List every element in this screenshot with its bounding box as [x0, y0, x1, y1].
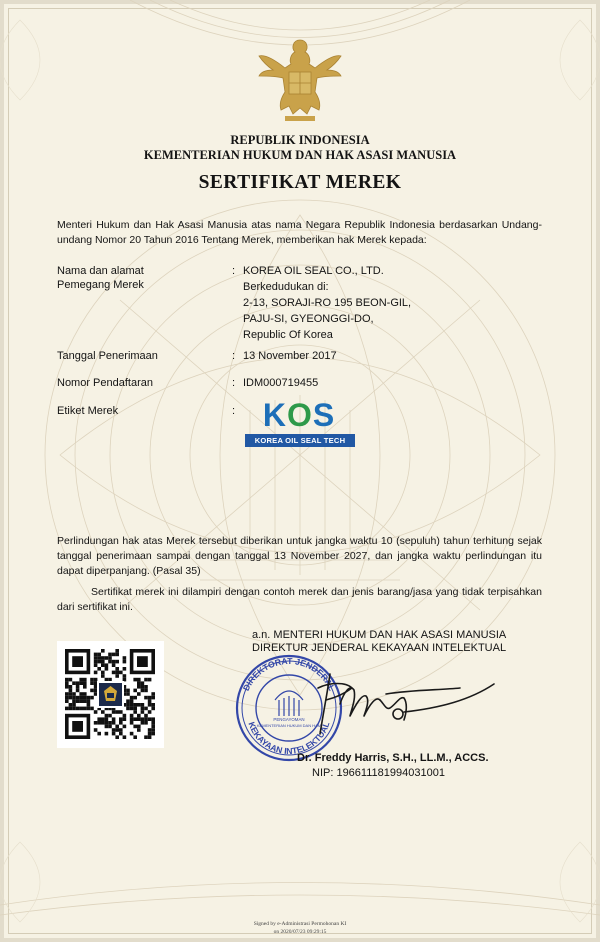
- kos-letter-k: K: [262, 397, 287, 433]
- qr-code-panel: [57, 641, 164, 748]
- stamp-inner-sub: PENGAYOMAN: [273, 717, 305, 722]
- holder-address-line-1: 2-13, SORAJI-RO 195 BEON-GIL,: [243, 297, 412, 309]
- holder-label-line-2: Pemegang Merek: [57, 279, 144, 291]
- kos-trademark-logo: [243, 397, 355, 450]
- certificate-title: SERTIFIKAT MEREK: [198, 172, 402, 193]
- kos-logo-letters: [243, 398, 355, 432]
- kos-logo-tagline: KOREA OIL SEAL TECH: [245, 434, 355, 447]
- holder-name: KOREA OIL SEAL CO., LTD.: [243, 265, 384, 277]
- receipt-date-colon: :: [232, 350, 236, 362]
- holder-country: Republic Of Korea: [243, 329, 333, 341]
- holder-label: Nama dan alamat: [57, 265, 144, 277]
- registration-number-label: Nomor Pendaftaran: [57, 377, 153, 389]
- footer-signed-by: Signed by e-Administrasi Permohonan KI: [253, 921, 347, 927]
- receipt-date-value: 13 November 2017: [243, 350, 337, 362]
- mark-label: Etiket Merek: [57, 405, 119, 417]
- ministry-heading: KEMENTERIAN HUKUM DAN HAK ASASI MANUSIA: [143, 148, 457, 162]
- country-heading: REPUBLIK INDONESIA: [230, 133, 370, 147]
- stamp-inner-text: KEMENTERIAN HUKUM DAN HAM: [256, 723, 322, 728]
- signatory-nip: NIP: 196611181994031001: [312, 767, 445, 779]
- intro-paragraph: Menteri Hukum dan Hak Asasi Manusia atas nama Negara Republik Indonesia berdasarkan Undang-undang Nomor 20 Tahun 2016 Tentang Merek, memberikan hak Merek kepada:: [57, 219, 542, 246]
- footer-timestamp: on 2020/07/23 09:29:15: [273, 929, 327, 935]
- holder-address-line-2: PAJU-SI, GYEONGGI-DO,: [243, 313, 374, 325]
- kos-letter-o: O: [286, 397, 313, 433]
- signatory-name: Dr. Freddy Harris, S.H., LL.M., ACCS.: [297, 752, 489, 764]
- handwritten-signature: [300, 664, 500, 744]
- stamp-emblem-icon: [275, 691, 303, 716]
- signatory-line-1: a.n. MENTERI HUKUM DAN HAK ASASI MANUSIA: [252, 629, 507, 641]
- ministry-logo-icon: [97, 681, 124, 708]
- holder-domicile-label: Berkedudukan di:: [243, 281, 329, 293]
- appendix-paragraph: Sertifikat merek ini dilampiri dengan contoh merek dan jenis barang/jasa yang tidak terpisahkan dari sertifikat ini.: [57, 586, 542, 613]
- signatory-line-2: DIREKTUR JENDERAL KEKAYAAN INTELEKTUAL: [252, 642, 507, 654]
- mark-colon: :: [232, 405, 236, 417]
- qr-code-icon: [57, 641, 164, 748]
- garuda-emblem: [255, 30, 345, 125]
- stamp-text-bottom: KEKAYAAN INTELEKTUAL: [246, 720, 332, 757]
- protection-paragraph: Perlindungan hak atas Merek tersebut diberikan untuk jangka waktu 10 (sepuluh) tahun terhitung sejak tanggal penerimaan sampai dengan tanggal 13 November 2027, dan jangka waktu perlindungan itu dapat diperpanjang. (Pasal 35): [57, 535, 542, 577]
- registration-number-colon: :: [232, 377, 236, 389]
- stamp-text-top: DIREKTORAT JENDERAL: [240, 655, 338, 693]
- holder-colon: :: [232, 265, 236, 277]
- registration-number-value: IDM000719455: [243, 377, 319, 389]
- receipt-date-label: Tanggal Penerimaan: [57, 350, 158, 362]
- kos-letter-s: S: [312, 397, 336, 433]
